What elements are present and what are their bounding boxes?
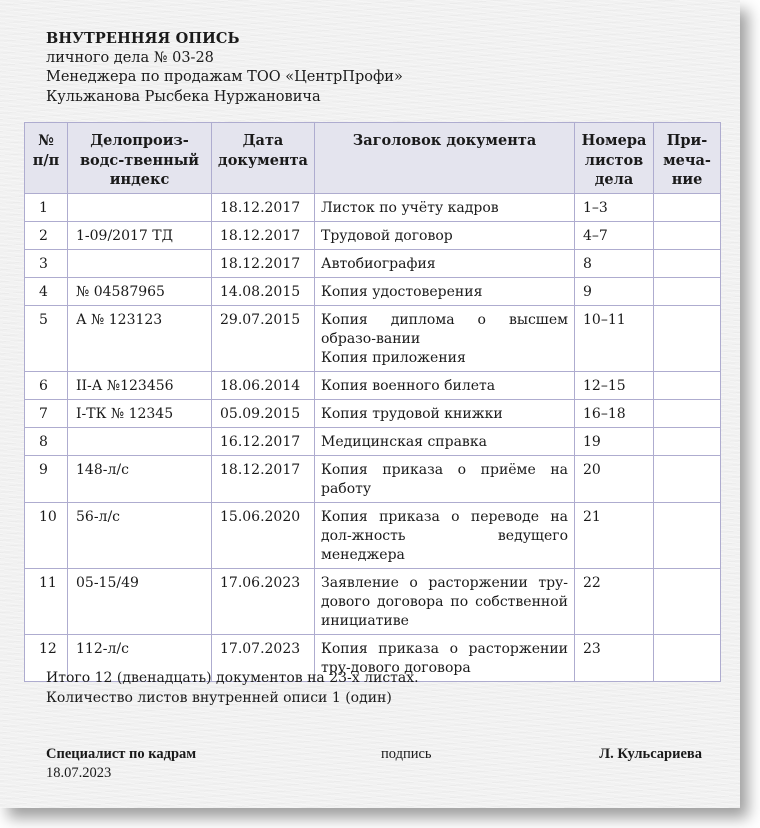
- cell-date: 18.12.2017: [212, 193, 315, 221]
- cell-number: 1: [25, 193, 68, 221]
- cell-index: 56-л/с: [68, 502, 212, 568]
- table-row: [25, 221, 721, 249]
- cell-pages: 22: [575, 568, 654, 634]
- cell-date: 16.12.2017: [212, 427, 315, 455]
- document-title-line: Листок по учёту кадров: [321, 199, 499, 216]
- cell-pages: 12–15: [575, 371, 654, 399]
- cell-index: II-А №123456: [68, 371, 212, 399]
- cell-note: [654, 455, 721, 502]
- table-row: [25, 305, 721, 371]
- cell-pages: 4–7: [575, 221, 654, 249]
- cell-title: [315, 277, 575, 305]
- cell-index: I-ТК № 12345: [68, 399, 212, 427]
- table-row: [25, 455, 721, 502]
- cell-title: [315, 427, 575, 455]
- document-header: [46, 29, 403, 107]
- cell-index: [68, 249, 212, 277]
- table-row: [25, 502, 721, 568]
- cell-title: [315, 455, 575, 502]
- table-row: [25, 399, 721, 427]
- cell-note: [654, 568, 721, 634]
- cell-number: 10: [25, 502, 68, 568]
- cell-index: А № 123123: [68, 305, 212, 371]
- cell-title: [315, 305, 575, 371]
- table-row: [25, 427, 721, 455]
- cell-pages: 1–3: [575, 193, 654, 221]
- cell-number: 11: [25, 568, 68, 634]
- cell-note: [654, 249, 721, 277]
- cell-note: [654, 634, 721, 681]
- cell-index: 1-09/2017 ТД: [68, 221, 212, 249]
- signer-name: Л. Кульсариева: [599, 746, 702, 762]
- signer-role: Специалист по кадрам: [46, 746, 197, 762]
- document-title-line: Трудовой договор: [321, 227, 453, 244]
- table-row: [25, 371, 721, 399]
- cell-pages: 8: [575, 249, 654, 277]
- cell-note: [654, 502, 721, 568]
- document-title-line: Автобиография: [321, 255, 436, 272]
- column-header-number: № п/п: [25, 123, 68, 194]
- table-row: [25, 193, 721, 221]
- employee-position: Менеджера по продажам ТОО «ЦентрПрофи»: [46, 69, 403, 85]
- cell-number: 6: [25, 371, 68, 399]
- cell-index: № 04587965: [68, 277, 212, 305]
- document-title-line: Копия удостоверения: [321, 283, 483, 300]
- table-row: [25, 568, 721, 634]
- cell-title: [315, 399, 575, 427]
- cell-title: [315, 568, 575, 634]
- document-title-line: Копия трудовой книжки: [321, 405, 503, 422]
- cell-date: 18.12.2017: [212, 249, 315, 277]
- cell-pages: 19: [575, 427, 654, 455]
- inventory-sheet-count: Количество листов внутренней описи 1 (один): [46, 689, 392, 706]
- cell-number: 9: [25, 455, 68, 502]
- document-title: ВНУТРЕННЯЯ ОПИСЬ: [46, 30, 240, 47]
- cell-number: 12: [25, 634, 68, 681]
- cell-pages: 10–11: [575, 305, 654, 371]
- cell-note: [654, 193, 721, 221]
- case-number: личного дела № 03-28: [46, 49, 214, 66]
- cell-number: 7: [25, 399, 68, 427]
- inventory-table: [24, 122, 721, 682]
- cell-index: [68, 193, 212, 221]
- cell-number: 3: [25, 249, 68, 277]
- cell-date: 17.06.2023: [212, 568, 315, 634]
- table-header-row: [25, 123, 721, 194]
- document-title-line: Копия приказа о переводе на дол-жность ведущего менеджера: [321, 508, 568, 563]
- total-documents: Итого 12 (двенадцать) документов на 23-х листах.: [46, 670, 419, 686]
- signature-date: 18.07.2023: [46, 765, 112, 781]
- cell-index: 112-л/с: [68, 634, 212, 681]
- cell-index: [68, 427, 212, 455]
- cell-pages: 16–18: [575, 399, 654, 427]
- cell-date: 18.12.2017: [212, 455, 315, 502]
- cell-note: [654, 371, 721, 399]
- column-header-index: Делопроиз- водс-твенный индекс: [68, 123, 212, 194]
- cell-title: [315, 221, 575, 249]
- signature-placeholder: подпись: [381, 746, 432, 762]
- table-row: [25, 249, 721, 277]
- column-header-pages: Номера листов дела: [575, 123, 654, 194]
- document-title-line: Медицинская справка: [321, 433, 487, 450]
- cell-number: 8: [25, 427, 68, 455]
- document-title-line: Копия приказа о приёме на работу: [321, 461, 568, 497]
- cell-note: [654, 305, 721, 371]
- cell-title: [315, 502, 575, 568]
- cell-date: 18.12.2017: [212, 221, 315, 249]
- cell-note: [654, 221, 721, 249]
- totals-block: [46, 669, 419, 708]
- cell-title: [315, 193, 575, 221]
- cell-title: [315, 371, 575, 399]
- cell-number: 2: [25, 221, 68, 249]
- cell-index: 05-15/49: [68, 568, 212, 634]
- document-title-line: Копия приложения: [321, 349, 466, 366]
- cell-pages: 21: [575, 502, 654, 568]
- cell-note: [654, 427, 721, 455]
- column-header-note: При- меча- ние: [654, 123, 721, 194]
- document-title-line: Копия диплома о высшем образо-вании: [321, 311, 568, 347]
- cell-number: 5: [25, 305, 68, 371]
- cell-date: 17.07.2023: [212, 634, 315, 681]
- document-title-line: Копия приказа о расторжении тру-дового договора: [321, 640, 568, 676]
- column-header-title: Заголовок документа: [315, 123, 575, 194]
- cell-date: 29.07.2015: [212, 305, 315, 371]
- cell-date: 18.06.2014: [212, 371, 315, 399]
- cell-date: 05.09.2015: [212, 399, 315, 427]
- cell-pages: 23: [575, 634, 654, 681]
- document-title-line: Копия военного билета: [321, 377, 496, 394]
- cell-pages: 9: [575, 277, 654, 305]
- table-row: [25, 277, 721, 305]
- cell-note: [654, 277, 721, 305]
- cell-pages: 20: [575, 455, 654, 502]
- employee-name: Кульжанова Рысбека Нуржановича: [46, 88, 321, 105]
- document-title-line: Заявление о расторжении тру-дового договора по собственной инициативе: [321, 574, 568, 629]
- cell-index: 148-л/с: [68, 455, 212, 502]
- cell-number: 4: [25, 277, 68, 305]
- cell-title: [315, 249, 575, 277]
- column-header-date: Дата документа: [212, 123, 315, 194]
- cell-date: 14.08.2015: [212, 277, 315, 305]
- cell-note: [654, 399, 721, 427]
- cell-date: 15.06.2020: [212, 502, 315, 568]
